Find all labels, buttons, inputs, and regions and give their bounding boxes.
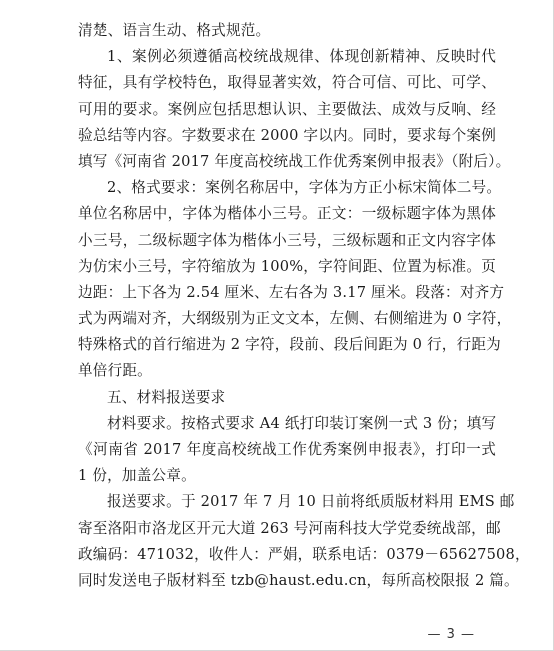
paragraph-line: 为仿宋小三号，字符缩放为 100%，字符间距、位置为标准。页 <box>78 257 496 275</box>
section-heading: 五、材料报送要求 <box>107 388 226 406</box>
paragraph-line: 单倍行距。 <box>78 362 152 380</box>
paragraph-line: 小三号，二级标题字体为楷体小三号，三级标题和正文内容字体 <box>78 231 496 249</box>
paragraph-line: 可用的要求。案例应包括思想认识、主要做法、成效与反响、经 <box>78 100 496 118</box>
paragraph-line: 政编码：471032，收件人：严娟，联系电话：0379－65627508， <box>78 545 530 563</box>
paragraph-line: 验总结等内容。字数要求在 2000 字以内。同时，要求每个案例 <box>78 126 496 144</box>
paragraph-line: 填写《河南省 2017 年度高校统战工作优秀案例申报表》（附后）。 <box>78 152 511 170</box>
paragraph-line: 1 份，加盖公章。 <box>78 467 196 485</box>
paragraph-line: 1、案例必须遵循高校统战规律、体现创新精神、反映时代 <box>107 48 496 66</box>
paragraph-line: 报送要求。于 2017 年 7 月 10 日前将纸质版材料用 EMS 邮 <box>107 493 515 511</box>
paragraph-line: 寄至洛阳市洛龙区开元大道 263 号河南科技大学党委统战部，邮 <box>78 519 501 537</box>
document-body <box>78 18 530 594</box>
paragraph-line: 单位名称居中，字体为楷体小三号。正文：一级标题字体为黑体 <box>78 205 496 223</box>
paragraph-line: 《河南省 2017 年度高校统战工作优秀案例申报表》，打印一式 <box>78 441 496 458</box>
paragraph-line: 边距：上下各为 2.54 厘米、左右各为 3.17 厘米。段落：对齐方 <box>78 283 505 301</box>
paragraph-line: 式为两端对齐，大纲级别为正文文本，左侧、右侧缩进为 0 字符， <box>78 310 512 328</box>
paragraph-line: 特殊格式的首行缩进为 2 字符，段前、段后间距为 0 行，行距为 <box>78 336 501 354</box>
paragraph-line: 材料要求。按格式要求 A4 纸打印装订案例一式 3 份；填写 <box>107 414 497 432</box>
paragraph-line: 同时发送电子版材料至 tzb@haust.edu.cn，每所高校限报 2 篇。 <box>78 571 519 589</box>
paragraph-line: 2、格式要求：案例名称居中，字体为方正小标宋简体二号。 <box>107 179 502 197</box>
paragraph-line: 特征，具有学校特色，取得显著实效，符合可信、可比、可学、 <box>78 74 496 92</box>
paragraph-line: 清楚、语言生动、格式规范。 <box>78 22 271 39</box>
page-number: — 3 — <box>427 627 475 642</box>
